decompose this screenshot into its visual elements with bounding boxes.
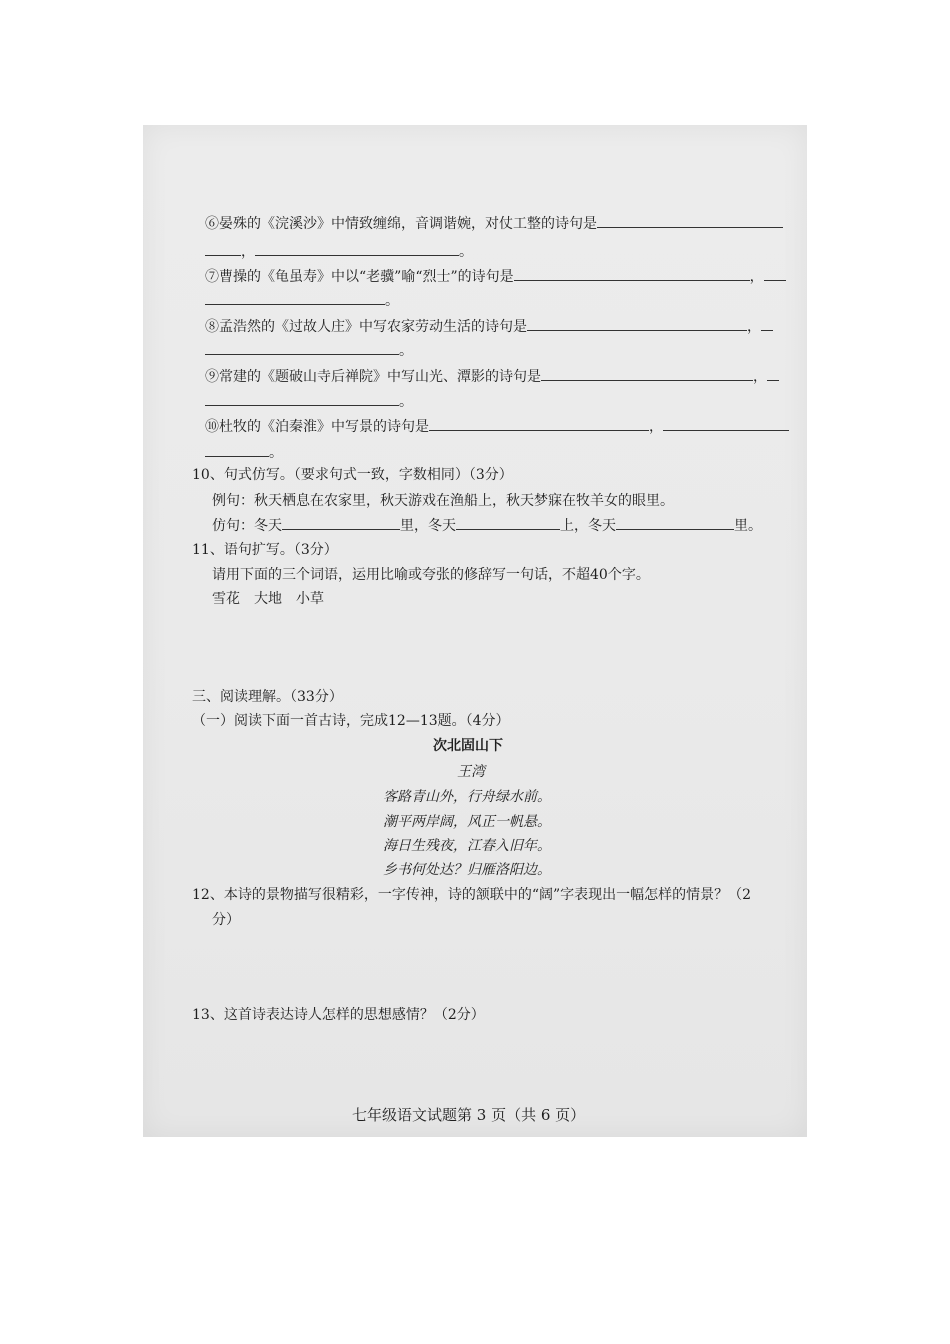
poem-line: 海日生残夜，江春入旧年。 [383,838,551,854]
question-8-text: ⑧孟浩然的《过故人庄》中写农家劳动生活的诗句是 [205,319,527,335]
answer-blank[interactable] [761,316,773,331]
answer-blank[interactable] [205,442,269,457]
period: 。 [269,445,283,461]
q10-example: 例句：秋天栖息在农家里，秋天游戏在渔船上，秋天梦寐在牧羊女的眼里。 [212,493,674,509]
question-7-text: ⑦曹操的《龟虽寿》中以“老骥”喻“烈士”的诗句是 [205,269,514,285]
answer-blank[interactable] [456,515,560,530]
comma: ， [241,244,255,260]
answer-blank[interactable] [764,266,786,281]
question-9 [205,366,779,387]
answer-blank[interactable] [767,366,779,381]
question-7 [205,266,786,287]
q11-title: 11、语句扩写。（3分） [192,542,338,558]
poem-author: 王湾 [457,764,485,780]
period: 。 [399,343,413,359]
section-3-part1: （一）阅读下面一首古诗，完成12—13题。（4分） [192,713,510,729]
period: 。 [399,394,413,410]
answer-blank[interactable] [541,366,753,381]
question-8 [205,316,773,337]
q10-prompt [212,515,762,536]
question-10-sub-cont [205,442,283,463]
comma: ， [649,419,663,435]
prompt-part: 里，冬天 [400,518,456,534]
question-10-sub [205,416,789,437]
q11-words: 雪花 大地 小草 [212,591,324,607]
comma: ， [747,319,761,335]
poem-title: 次北固山下 [433,738,503,754]
answer-blank[interactable] [514,266,750,281]
poem-line: 潮平两岸阔，风正一帆悬。 [383,814,551,830]
answer-blank[interactable] [255,241,459,256]
question-10-sub-text: ⑩杜牧的《泊秦淮》中写景的诗句是 [205,419,429,435]
q12-line2: 分） [212,912,240,928]
question-6-text: ⑥晏殊的《浣溪沙》中情致缠绵，音调谐婉，对仗工整的诗句是 [205,216,597,232]
answer-blank[interactable] [205,241,241,256]
q10-title: 10、句式仿写。（要求句式一致，字数相同）（3分） [192,467,513,483]
question-9-text: ⑨常建的《题破山寺后禅院》中写山光、潭影的诗句是 [205,369,541,385]
comma: ， [753,369,767,385]
q13-title: 13、这首诗表达诗人怎样的思想感情？（2分） [192,1007,485,1023]
prompt-part: 仿句：冬天 [212,518,282,534]
answer-blank[interactable] [597,213,783,228]
answer-blank[interactable] [663,416,789,431]
answer-blank[interactable] [527,316,747,331]
comma: ， [749,269,764,285]
answer-blank[interactable] [205,290,385,305]
prompt-part: 上，冬天 [560,518,616,534]
question-7-cont [205,290,399,311]
prompt-part: 里。 [734,518,762,534]
section-3-title: 三、阅读理解。（33分） [192,689,343,705]
answer-blank[interactable] [282,515,400,530]
q12-line1: 12、本诗的景物描写很精彩，一字传神，诗的颔联中的“阔”字表现出一幅怎样的情景？（2 [192,887,752,903]
answer-blank[interactable] [205,391,399,406]
question-6-cont [205,241,473,262]
answer-blank[interactable] [429,416,649,431]
question-8-cont [205,340,413,361]
q11-instruction: 请用下面的三个词语，运用比喻或夸张的修辞写一句话，不超40个字。 [212,567,650,583]
period: 。 [459,244,473,260]
period: 。 [385,293,399,309]
poem-line: 客路青山外，行舟绿水前。 [383,789,551,805]
answer-blank[interactable] [616,515,734,530]
page-footer: 七年级语文试题第 3 页（共 6 页） [352,1106,586,1124]
question-6 [205,213,783,234]
poem-line: 乡书何处达？归雁洛阳边。 [383,862,551,878]
question-9-cont [205,391,413,412]
answer-blank[interactable] [205,340,399,355]
